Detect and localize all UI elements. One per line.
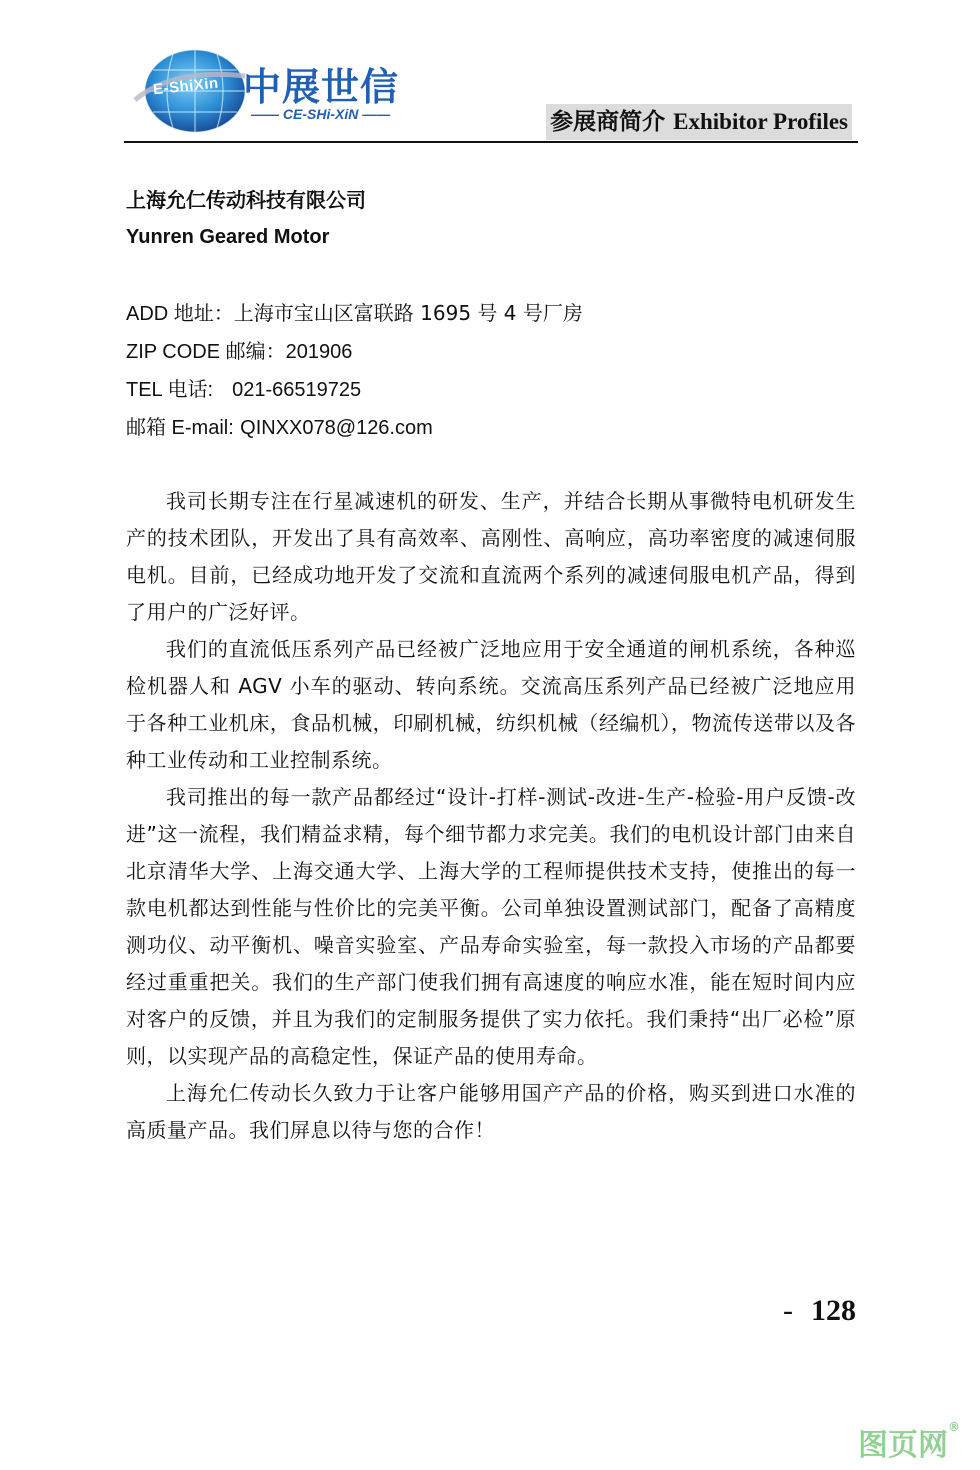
company-name-cn: 上海允仁传动科技有限公司 (126, 188, 366, 212)
company-name-en: Yunren Geared Motor (126, 226, 330, 248)
tel-line (126, 371, 856, 409)
page-header (0, 0, 980, 150)
registered-mark: ® (948, 1420, 960, 1434)
logo-subtitle: —— CE-SHi-XiN —— (251, 106, 391, 122)
section-label-cn: 参展商简介 (550, 108, 666, 135)
zip-line (126, 333, 856, 371)
profile-content (126, 182, 856, 1149)
paragraph: 我司长期专注在行星减速机的研发、生产，并结合长期从事微特电机研发生产的技术团队，开发出了具有高效率、高刚性、高响应，高功率密度的减速伺服电机。目前，已经成功地开发了交流和直流两个系列的减速伺服电机产品，得到了用户的广泛好评。 (126, 489, 856, 624)
logo-chinese-text: 中展世信 (243, 65, 400, 109)
address-line (126, 295, 856, 333)
section-label-en: Exhibitor Profiles (673, 109, 848, 134)
tel-label: TEL 电话: (126, 379, 214, 401)
logo-latin-text: E-ShiXin (152, 74, 220, 99)
zip-value: 201906 (285, 341, 353, 363)
contact-block (126, 295, 856, 447)
zip-label: ZIP CODE 邮编： (126, 341, 286, 363)
page-number (783, 1294, 856, 1328)
company-logo (133, 40, 403, 140)
email-label: 邮箱 E-mail: (126, 417, 234, 439)
address-label: ADD 地址： (126, 303, 234, 325)
header-divider (124, 141, 858, 143)
paragraph: 我们的直流低压系列产品已经被广泛地应用于安全通道的闸机系统，各种巡检机器人和 AGV 小车的驱动、转向系统。交流高压系列产品已经被广泛地应用于各种工业机床，食品机械，印刷机械，纺织机械（经编机），物流传送带以及各种工业传动和工业控制系统。 (126, 637, 856, 772)
tel-value: 021-66519725 (232, 379, 362, 401)
email-value: QINXX078@126.com (240, 417, 433, 439)
page-number-value: 128 (811, 1294, 856, 1327)
profile-body (126, 483, 856, 1149)
paragraph: 上海允仁传动长久致力于让客户能够用国产产品的价格，购买到进口水准的高质量产品。我们屏息以待与您的合作！ (126, 1081, 856, 1142)
section-label (546, 104, 852, 140)
email-line (126, 409, 856, 447)
address-value: 上海市宝山区富联路 1695 号 4 号厂房 (233, 301, 583, 325)
page-dash: - (783, 1294, 793, 1327)
watermark (858, 1420, 960, 1464)
paragraph: 我司推出的每一款产品都经过“设计-打样-测试-改进-生产-检验-用户反馈-改进”这一流程，我们精益求精，每个细节都力求完美。我们的电机设计部门由来自北京清华大学、上海交通大学、上海大学的工程师提供技术支持，使推出的每一款电机都达到性能与性价比的完美平衡。公司单独设置测试部门，配备了高精度测功仪、动平衡机、噪音实验室、产品寿命实验室，每一款投入市场的产品都要经过重重把关。我们的生产部门使我们拥有高速度的响应水准，能在短时间内应对客户的反馈，并且为我们的定制服务提供了实力依托。我们秉持“出厂必检”原则，以实现产品的高稳定性，保证产品的使用寿命。 (126, 785, 856, 1068)
watermark-text: 图页网 (858, 1428, 948, 1463)
